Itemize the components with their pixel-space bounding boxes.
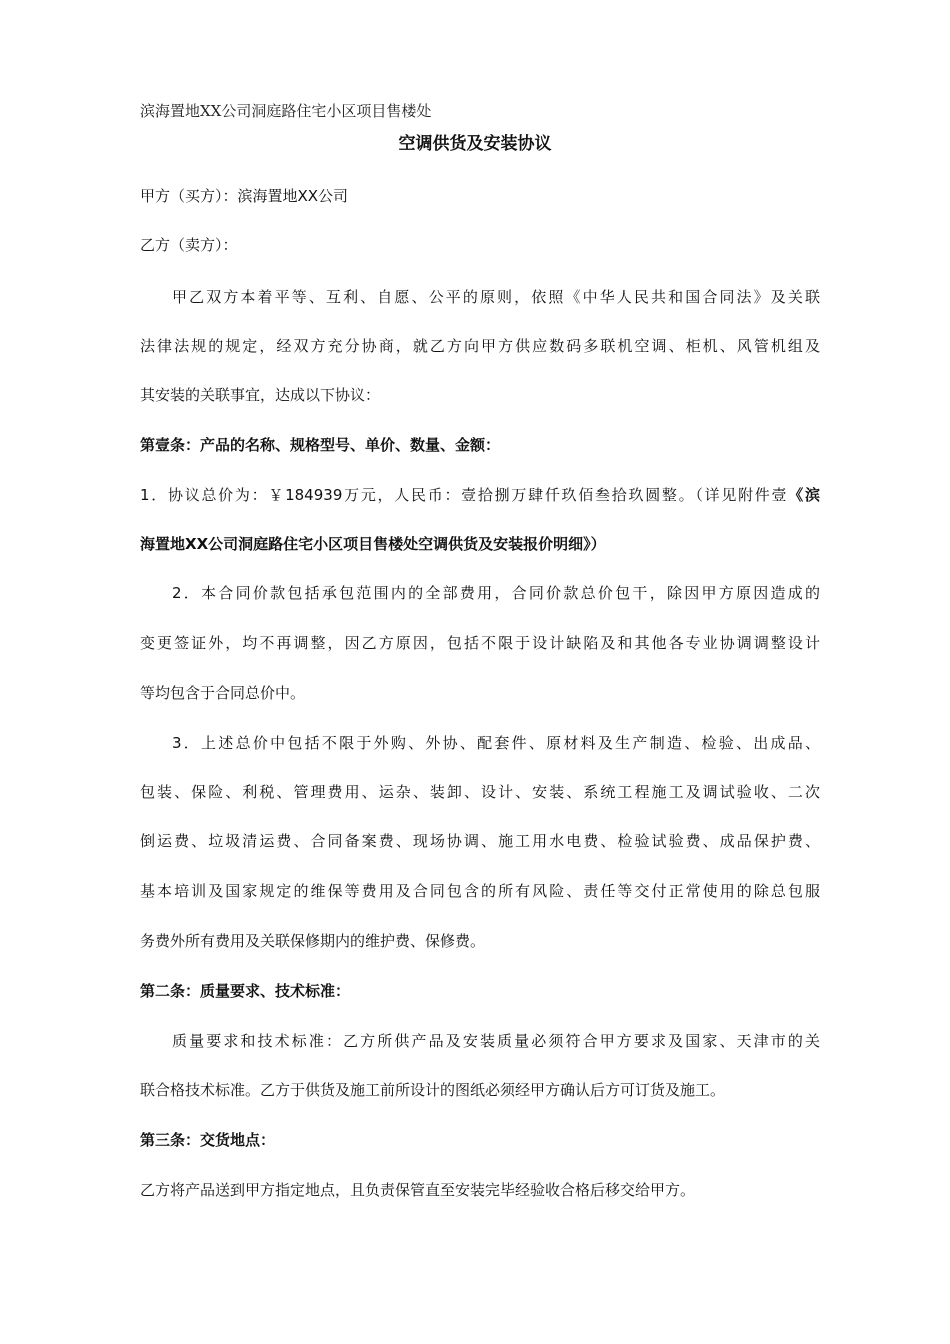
- article-2-line-2: 联合格技术标准。乙方于供货及施工前所设计的图纸必须经甲方确认后方可订货及施工。: [140, 1081, 726, 1099]
- article-2-line-1: 质量要求和技术标准：乙方所供产品及安装质量必须符合甲方要求及国家、天津市的关: [172, 1032, 820, 1050]
- party-a: 甲方（买方）：滨海置地XX公司: [140, 187, 349, 205]
- article-1-item-3-line-3: 倒运费、垃圾清运费、合同备案费、现场协调、施工用水电费、检验试验费、成品保护费、: [140, 832, 820, 850]
- article-1-item-3-line-4: 基本培训及国家规定的维保等费用及合同包含的所有风险、责任等交付正常使用的除总包服: [140, 882, 820, 900]
- document-header: 滨海置地XX公司洞庭路住宅小区项目售楼处: [140, 102, 432, 120]
- article-1-heading: 第壹条：产品的名称、规格型号、单价、数量、金额：: [140, 436, 501, 454]
- attachment-title-start: 《滨: [788, 486, 820, 504]
- article-2-heading: 第二条：质量要求、技术标准：: [140, 982, 351, 1000]
- intro-line-3: 其安装的关联事宜，达成以下协议：: [140, 386, 381, 404]
- article-1-item-3-line-2: 包装、保险、利税、管理费用、运杂、装卸、设计、安装、系统工程施工及调试验收、二次: [140, 783, 820, 801]
- attachment-title-line: 海置地XX公司洞庭路住宅小区项目售楼处空调供货及安装报价明细》）: [140, 535, 606, 553]
- article-1-item-1-text: 1．协议总价为：￥184939万元，人民币：壹拾捌万肆仟玖佰叁拾玖圆整。（详见附件壹: [140, 486, 789, 504]
- intro-line-2: 法律法规的规定，经双方充分协商，就乙方向甲方供应数码多联机空调、柜机、风管机组及: [140, 337, 820, 355]
- article-1-item-2-line-1: 2．本合同价款包括承包范围内的全部费用，合同价款总价包干，除因甲方原因造成的: [172, 584, 820, 602]
- article-1-item-3-line-5: 务费外所有费用及关联保修期内的维护费、保修费。: [140, 932, 486, 950]
- article-3-heading: 第三条：交货地点：: [140, 1131, 276, 1149]
- article-3-body: 乙方将产品送到甲方指定地点，且负责保管直至安装完毕经验收合格后移交给甲方。: [140, 1181, 696, 1199]
- article-1-item-2-line-2: 变更签证外，均不再调整，因乙方原因，包括不限于设计缺陷及和其他各专业协调调整设计: [140, 634, 820, 652]
- intro-line-1: 甲乙双方本着平等、互利、自愿、公平的原则，依照《中华人民共和国合同法》及关联: [172, 288, 820, 306]
- article-1-item-2-line-3: 等均包含于合同总价中。: [140, 684, 306, 702]
- article-1-item-1-line-1: [140, 482, 820, 508]
- document-title: 空调供货及安装协议: [398, 134, 552, 154]
- party-b: 乙方（卖方）：: [140, 236, 238, 254]
- article-1-item-3-line-1: 3．上述总价中包括不限于外购、外协、配套件、原材料及生产制造、检验、出成品、: [172, 734, 820, 752]
